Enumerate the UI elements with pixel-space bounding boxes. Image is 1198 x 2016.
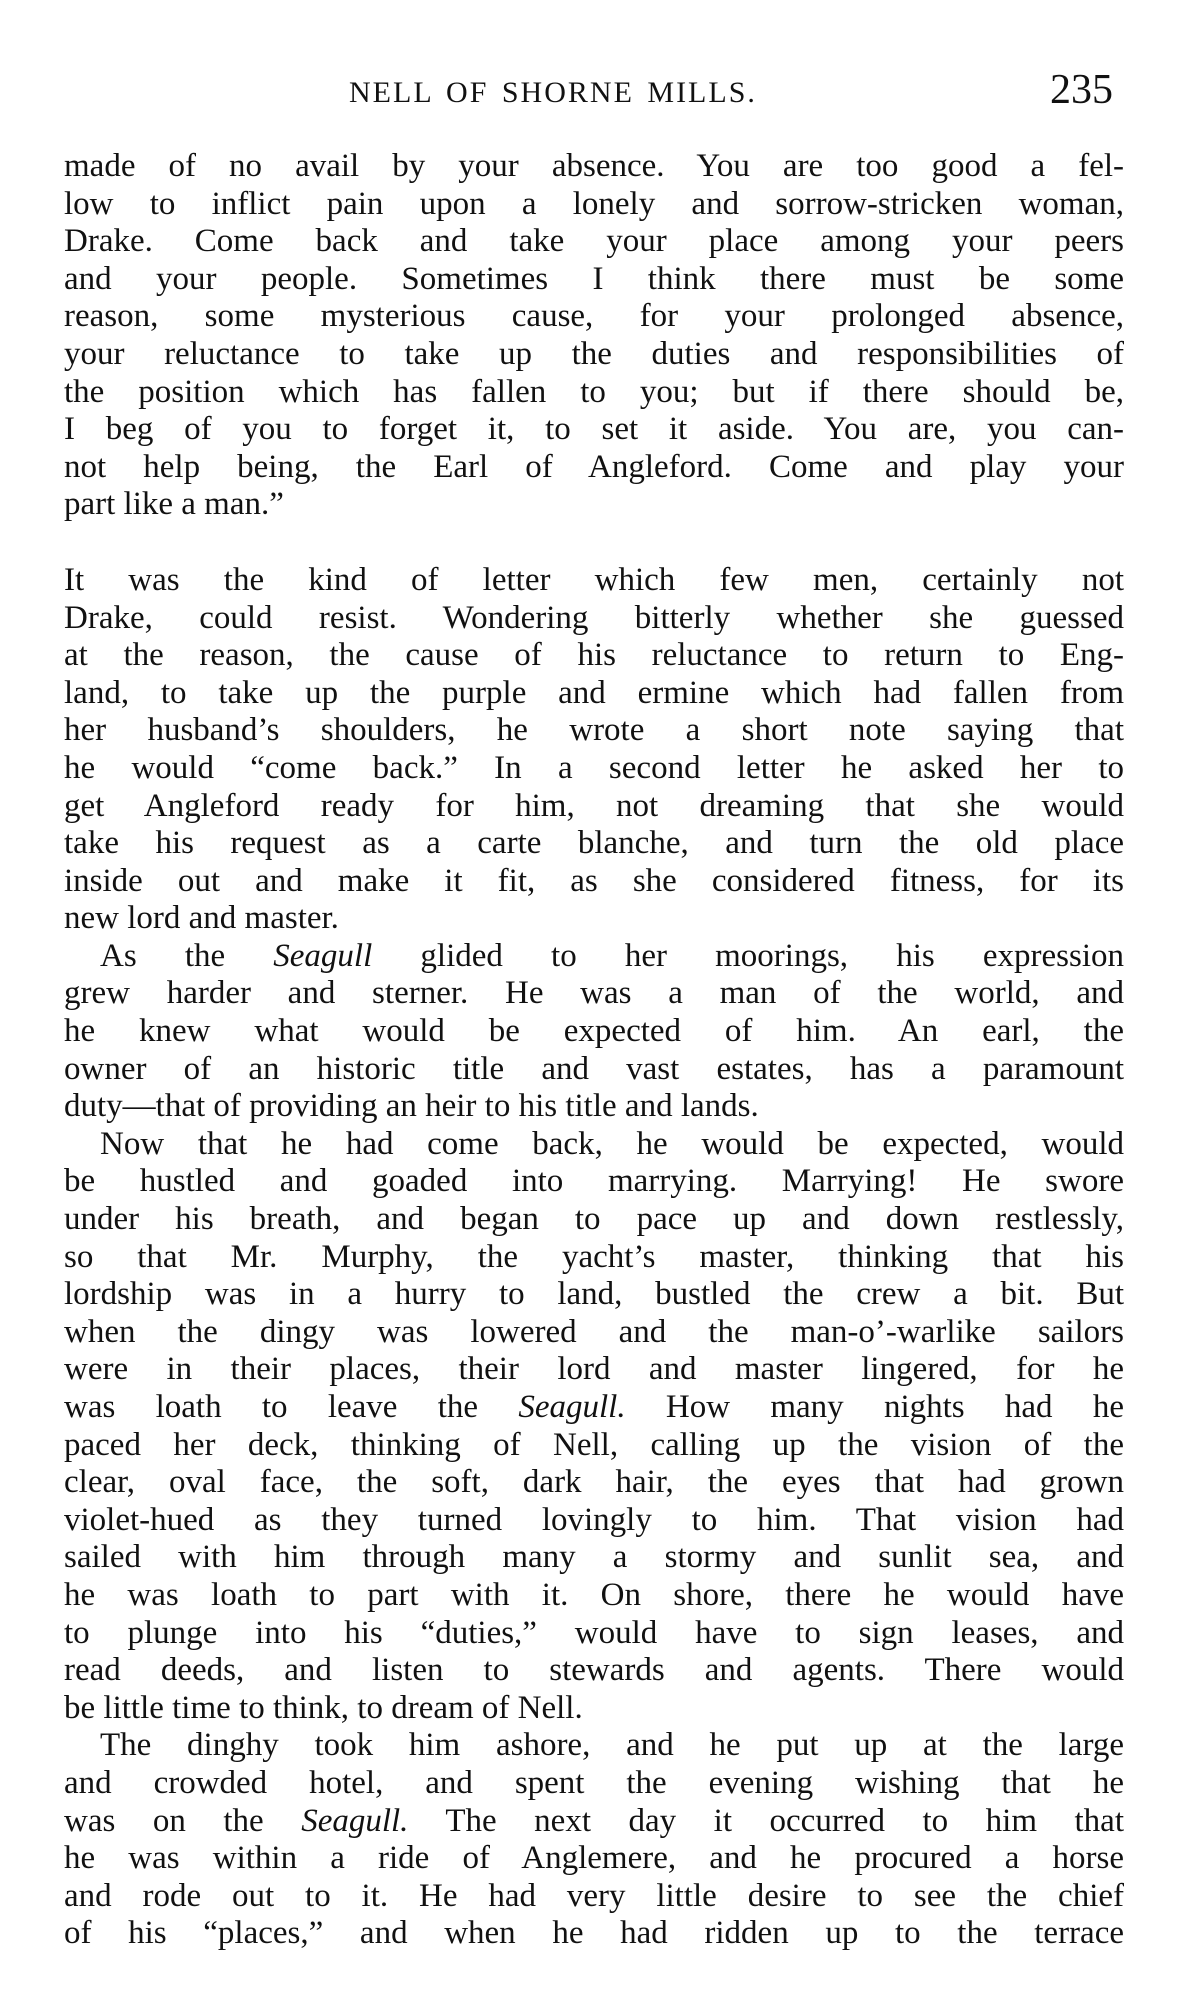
text-line: was loath to leave the Seagull. How many nights had he <box>64 1389 1124 1425</box>
paragraph <box>64 1727 1124 1953</box>
text-line: Drake. Come back and take your place among your peers <box>64 223 1124 260</box>
text-line: owner of an historic title and vast estates, has a paramount <box>64 1050 1124 1087</box>
text-line: It was the kind of letter which few men, certainly not <box>64 561 1124 598</box>
text-line: under his breath, and began to pace up and down restlessly, <box>64 1201 1124 1238</box>
text-line: he knew what would be expected of him. An earl, the <box>64 1013 1124 1050</box>
text-line: be little time to think, to dream of Nell. <box>64 1689 583 1726</box>
text-line: duty—that of providing an heir to his title and lands. <box>64 1088 759 1125</box>
text-line: violet-hued as they turned lovingly to him. That vision had <box>64 1501 1124 1538</box>
text-line: at the reason, the cause of his reluctance to return to Eng- <box>64 637 1124 674</box>
text-line: not help being, the Earl of Angleford. Come and play your <box>64 448 1124 485</box>
text-line: paced her deck, thinking of Nell, calling up the vision of the <box>64 1426 1124 1463</box>
text-line: when the dingy was lowered and the man-o’-warlike sailors <box>64 1313 1124 1350</box>
text-line: were in their places, their lord and master lingered, for he <box>64 1351 1124 1388</box>
text-line: part like a man.” <box>64 486 284 523</box>
text-line: he was within a ride of Anglemere, and he procured a horse <box>64 1840 1124 1877</box>
text-line: land, to take up the purple and ermine which had fallen from <box>64 674 1124 711</box>
page-number: 235 <box>1050 67 1113 113</box>
running-title: NELL OF SHORNE MILLS. <box>349 76 757 109</box>
paragraph <box>64 938 1124 1126</box>
text-line: her husband’s shoulders, he wrote a short note saying that <box>64 712 1124 749</box>
text-line: was on the Seagull. The next day it occurred to him that <box>64 1802 1124 1839</box>
text-line: Drake, could resist. Wondering bitterly whether she guessed <box>64 599 1124 636</box>
text-line: The dinghy took him ashore, and he put up at the large <box>100 1727 1124 1764</box>
text-line: to plunge into his “duties,” would have to sign leases, and <box>64 1614 1124 1651</box>
ship-name: Seagull <box>273 937 373 974</box>
paragraph <box>64 562 1124 938</box>
text-line: the position which has fallen to you; but if there should be, <box>64 373 1124 410</box>
text-line: and your people. Sometimes I think there must be some <box>64 260 1124 297</box>
text-line: take his request as a carte blanche, and turn the old place <box>64 825 1124 862</box>
text-line: reason, some mysterious cause, for your prolonged absence, <box>64 298 1124 335</box>
text-line: I beg of you to forget it, to set it aside. You are, you can- <box>64 411 1124 448</box>
text-line: Now that he had come back, he would be expected, would <box>100 1125 1124 1162</box>
text-line: of his “places,” and when he had ridden up to the terrace <box>64 1915 1124 1952</box>
text-line: lordship was in a hurry to land, bustled the crew a bit. But <box>64 1276 1124 1313</box>
text-line: be hustled and goaded into marrying. Marrying! He swore <box>64 1163 1124 1200</box>
text-line: so that Mr. Murphy, the yacht’s master, thinking that his <box>64 1238 1124 1275</box>
text-line: your reluctance to take up the duties and responsibilities of <box>64 335 1124 372</box>
text-line: low to inflict pain upon a lonely and sorrow-stricken woman, <box>64 185 1124 222</box>
ship-name: Seagull. <box>518 1389 626 1425</box>
paragraph-gap <box>64 524 1124 562</box>
text-line: new lord and master. <box>64 900 339 937</box>
text-line: get Angleford ready for him, not dreaming that she would <box>64 787 1124 824</box>
text-line: and rode out to it. He had very little desire to see the chief <box>64 1877 1124 1914</box>
text-line: grew harder and sterner. He was a man of the world, and <box>64 975 1124 1012</box>
text-line: sailed with him through many a stormy and sunlit sea, and <box>64 1539 1124 1576</box>
text-line: made of no avail by your absence. You are too good a fel- <box>64 148 1124 184</box>
paragraph-letter-end <box>64 148 1124 524</box>
paragraph <box>64 1126 1124 1728</box>
running-head <box>64 62 1124 122</box>
text-line: read deeds, and listen to stewards and agents. There would <box>64 1652 1124 1689</box>
text-line: As the Seagull glided to her moorings, his expression <box>100 937 1124 974</box>
text-line: clear, oval face, the soft, dark hair, the eyes that had grown <box>64 1464 1124 1501</box>
text-line: he was loath to part with it. On shore, there he would have <box>64 1576 1124 1613</box>
body-text <box>64 148 1124 1953</box>
text-line: and crowded hotel, and spent the evening wishing that he <box>64 1764 1124 1801</box>
ship-name: Seagull. <box>301 1802 409 1839</box>
text-line: he would “come back.” In a second letter he asked her to <box>64 749 1124 786</box>
text-line: inside out and make it fit, as she considered fitness, for its <box>64 862 1124 899</box>
